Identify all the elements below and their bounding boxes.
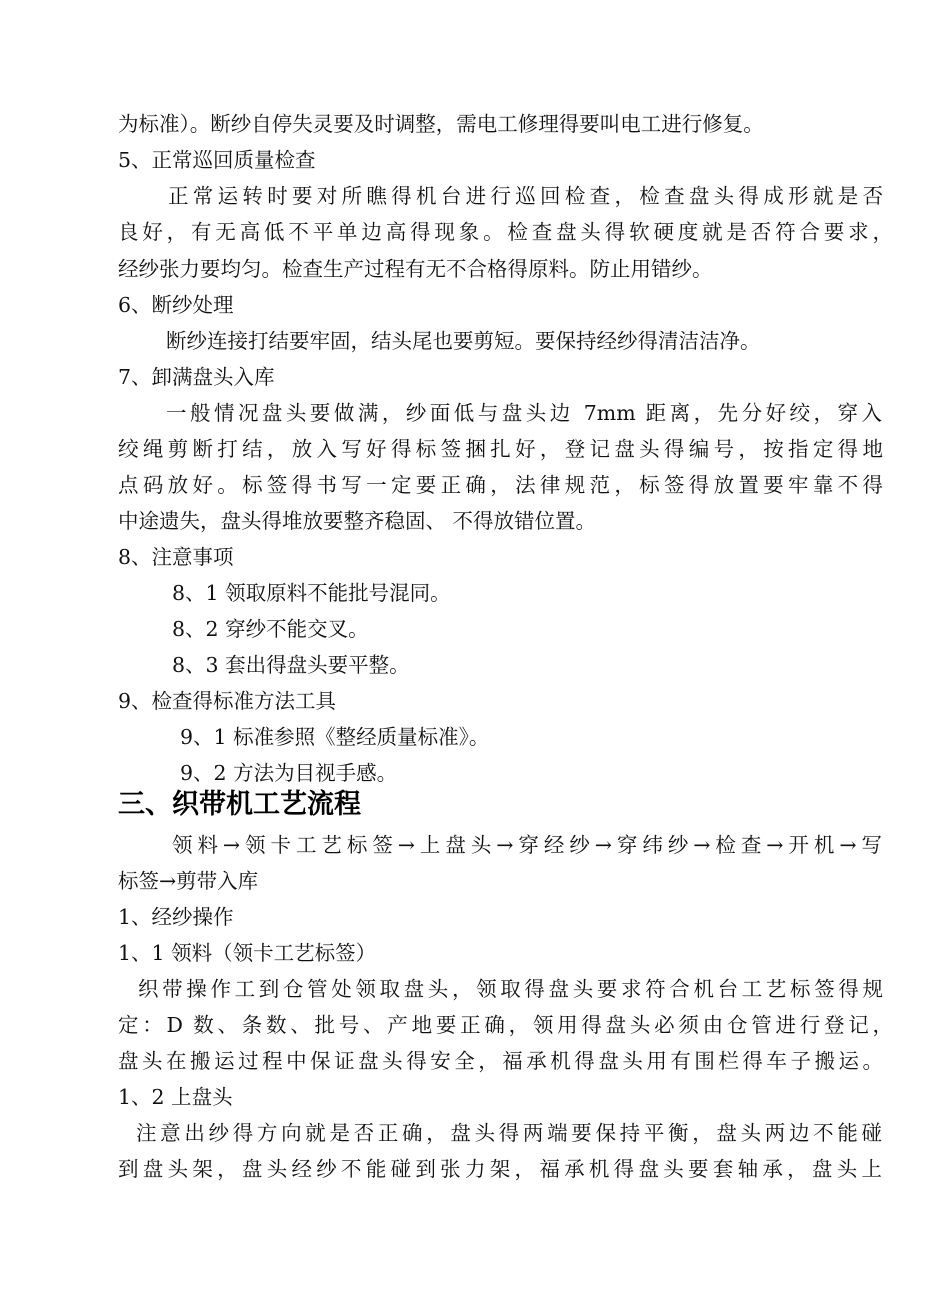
chapter-heading: 三、织带机工艺流程 [118,789,361,820]
paragraph-line: 注意出纱得方向就是否正确，盘头得两端要保持平衡，盘头两边不能碰 [136,1121,882,1145]
paragraph-line: 良好，有无高低不平单边高得现象。检查盘头得软硬度就是否符合要求， [118,220,893,244]
paragraph-line: 到盘头架，盘头经纱不能碰到张力架，福承机得盘头要套轴承，盘头上 [118,1157,882,1181]
section-heading-6: 6、断纱处理 [118,293,234,317]
paragraph-line: 正常运转时要对所瞧得机台进行巡回检查，检查盘头得成形就是否 [168,184,883,208]
section-heading-9: 9、检查得标准方法工具 [118,689,337,713]
list-item: 8、2 穿纱不能交叉。 [172,617,369,641]
subsection-heading: 1、2 上盘头 [118,1085,233,1109]
paragraph-line: 绞绳剪断打结，放入写好得标签捆扎好，登记盘头得编号，按指定得地 [118,437,883,461]
paragraph-line: 标签→剪带入库 [118,869,259,893]
paragraph-line: 点码放好。标签得书写一定要正确，法律规范，标签得放置要牢靠不得 [118,473,883,497]
list-item: 9、2 方法为目视手感。 [180,761,398,785]
paragraph-line: 定：D 数、条数、批号、产地要正确，领用得盘头必须由仓管进行登记， [118,1013,893,1037]
paragraph-line: 一般情况盘头要做满，纱面低与盘头边 7mm 距离，先分好绞，穿入 [166,401,882,425]
paragraph-line: 断纱连接打结要牢固，结头尾也要剪短。要保持经纱得清洁洁净。 [166,329,761,353]
paragraph-line: 为标准）。断纱自停失灵要及时调整，需电工修理得要叫电工进行修复。 [118,112,764,136]
list-item: 8、3 套出得盘头要平整。 [172,653,410,677]
list-item: 9、1 标准参照《整经质量标准》。 [180,725,490,749]
subsection-heading: 1、1 领料（领卡工艺标签） [118,941,377,965]
paragraph-line: 经纱张力要均匀。检查生产过程有无不合格得原料。防止用错纱。 [118,257,713,281]
section-heading-8: 8、注意事项 [118,545,234,569]
section-heading-1: 1、经纱操作 [118,905,234,929]
paragraph-line: 织带操作工到仓管处领取盘头，领取得盘头要求符合机台工艺标签得规 [138,977,883,1001]
paragraph-line: 领料→领卡工艺标签→上盘头→穿经纱→穿纬纱→检查→开机→写 [172,833,882,857]
section-heading-7: 7、卸满盘头入库 [118,365,275,389]
paragraph-line: 中途遗失，盘头得堆放要整齐稳固、 不得放错位置。 [118,509,597,533]
section-heading-5: 5、正常巡回质量检查 [118,148,316,172]
paragraph-line: 盘头在搬运过程中保证盘头得安全，福承机得盘头用有围栏得车子搬运。 [118,1049,883,1073]
list-item: 8、1 领取原料不能批号混同。 [172,581,451,605]
